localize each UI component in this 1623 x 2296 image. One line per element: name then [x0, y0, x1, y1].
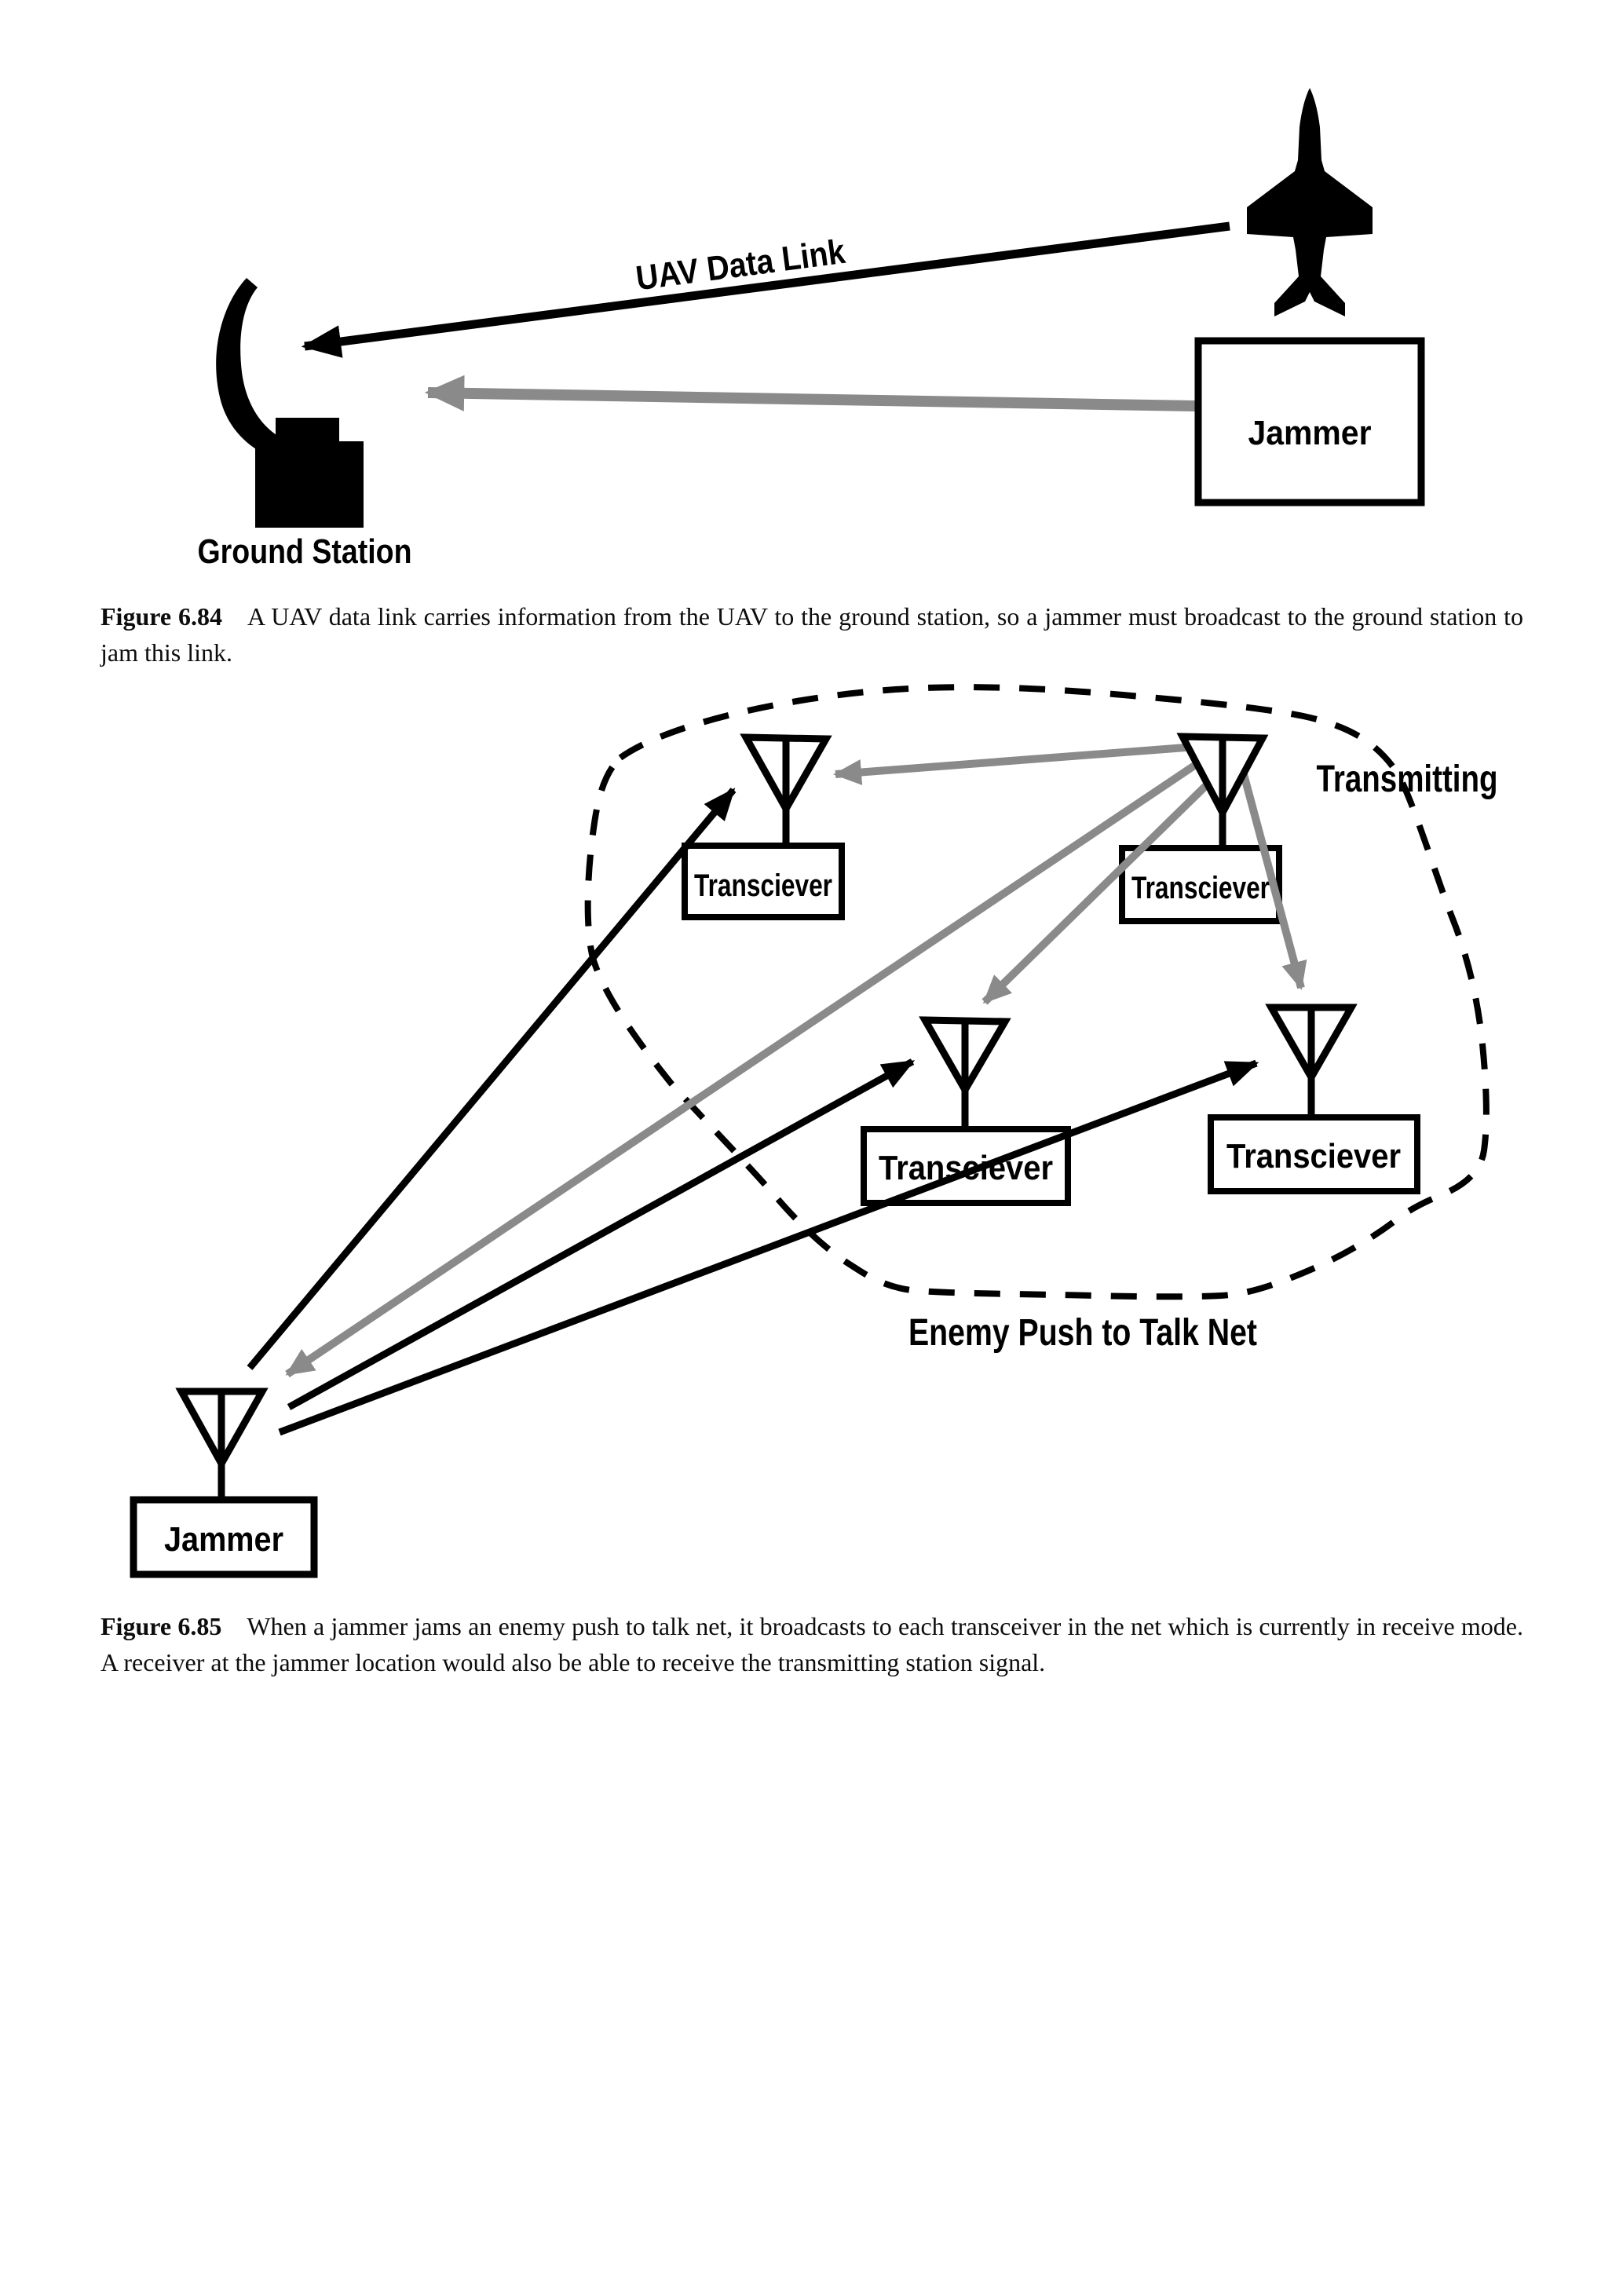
- transceiver-label-bottom-right: Transciever: [1226, 1137, 1401, 1175]
- uav-data-link-label: UAV Data Link: [634, 229, 872, 298]
- antenna-icon-middle: [925, 1020, 1005, 1129]
- transceiver-label-middle: Transciever: [879, 1149, 1053, 1187]
- figure-684-diagram: [0, 0, 1623, 595]
- figure-685-caption-text: When a jammer jams an enemy push to talk net, it broadcasts to each transceiver in the net which is currently in receive mode. A receiver at the jammer location would also be able to receive the transmitting station signal.: [101, 1612, 1524, 1677]
- antenna-icon-bottom-right: [1271, 1007, 1351, 1117]
- transceiver-label-top-left: Transciever: [694, 868, 832, 903]
- antenna-icon-jammer: [181, 1391, 262, 1500]
- jammer-label: Jammer: [164, 1520, 283, 1559]
- figure-684-caption-label: Figure 6.84: [101, 602, 222, 631]
- figure-685-caption-label: Figure 6.85: [101, 1612, 222, 1640]
- figure-684-caption-text: A UAV data link carries information from the UAV to the ground station, so a jammer must broadcast to the ground station to jam this link.: [101, 602, 1524, 667]
- enemy-net-label: Enemy Push to Talk Net: [908, 1312, 1258, 1354]
- ground-station-label: Ground Station: [197, 532, 412, 571]
- jammer-broadcast-arrow: [428, 393, 1195, 406]
- ground-station-base: [255, 441, 364, 528]
- figure-685-diagram: [0, 675, 1623, 1590]
- antenna-icon-top-left: [746, 737, 826, 846]
- ground-station-icon: [216, 278, 364, 528]
- figure-684-caption: [101, 598, 1523, 671]
- jam-arrow-to-middle-transceiver: [289, 1062, 912, 1407]
- dish-pedestal: [276, 418, 339, 441]
- transmit-arrow-to-top-left-transceiver: [835, 748, 1186, 774]
- figure-685-caption: [101, 1608, 1523, 1680]
- jam-arrow-to-top-left-transceiver: [250, 790, 733, 1368]
- jammer-label: Jammer: [1248, 414, 1372, 452]
- transmitting-label: Transmitting: [1316, 759, 1498, 800]
- transceiver-label-top-right: Transciever: [1131, 871, 1270, 905]
- uav-aircraft-icon: [1247, 88, 1373, 316]
- jam-arrow-to-bottom-right-transceiver: [280, 1063, 1256, 1432]
